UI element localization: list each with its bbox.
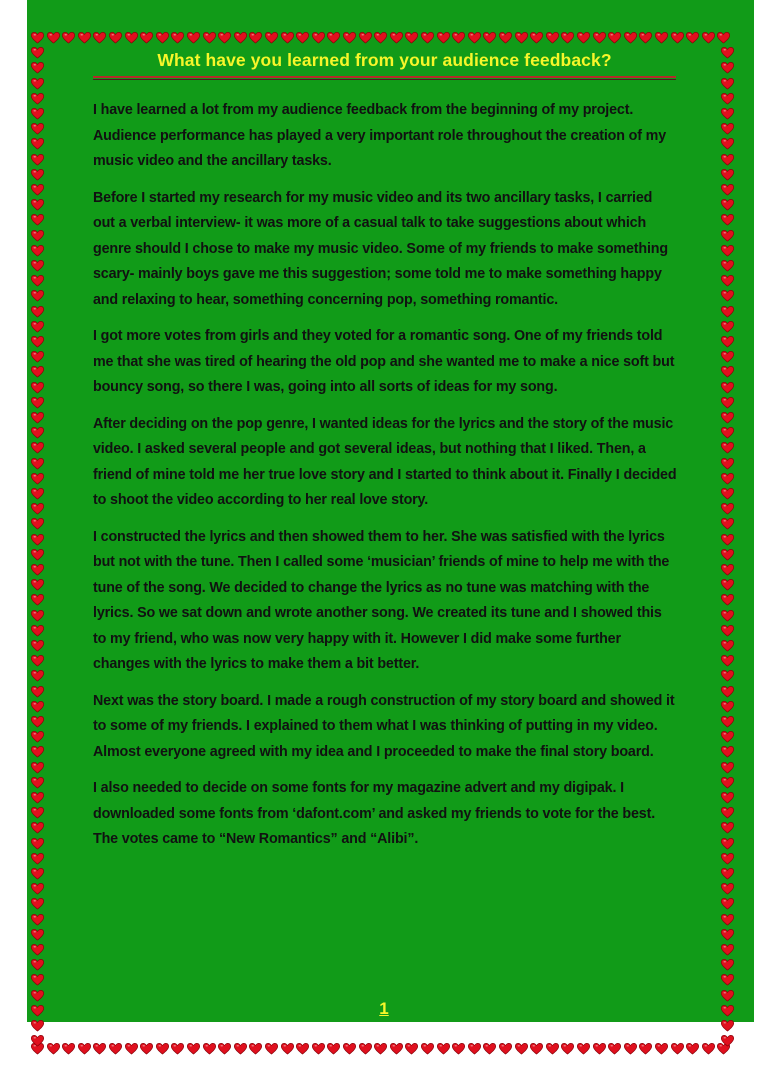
heart-icon bbox=[62, 1043, 75, 1055]
heart-icon bbox=[499, 1043, 512, 1055]
heart-icon bbox=[78, 1043, 91, 1055]
heart-icon bbox=[31, 1043, 44, 1055]
title-underline-shadow bbox=[93, 79, 676, 80]
heart-icon bbox=[187, 1043, 200, 1055]
heart-icon bbox=[47, 1043, 60, 1055]
heart-icon bbox=[390, 1043, 403, 1055]
paragraph: I have learned a lot from my audience feedback from the beginning of my project. Audience performance has played a very important role throughout the creation of my music video and the ancillary tasks. bbox=[93, 102, 667, 169]
heart-icon bbox=[721, 1035, 734, 1047]
paragraph: Before I started my research for my music video and its two ancillary tasks, I carried out a verbal interview- it was more of a casual talk to take suggestions about which genre should I chose to make my music video. Some of my friends to make something scary- mainly boys gave me this suggestion; some told me to make something happy and relaxing to hear, something concerning pop, something romantic. bbox=[93, 189, 668, 308]
heart-icon bbox=[577, 1043, 590, 1055]
heart-icon bbox=[686, 1043, 699, 1055]
heart-icon bbox=[374, 1043, 387, 1055]
paragraph: I also needed to decide on some fonts for my magazine advert and my digipak. I downloaded some fonts from ‘dafont.com’ and asked my friends to vote for the best. The votes came to “New Romantics” and “Alibi”. bbox=[93, 780, 656, 847]
heart-icon bbox=[296, 1043, 309, 1055]
heart-icon bbox=[624, 1043, 637, 1055]
heart-icon bbox=[327, 1043, 340, 1055]
heart-icon bbox=[717, 1043, 730, 1055]
heart-icon bbox=[468, 1043, 481, 1055]
heart-icon bbox=[265, 1043, 278, 1055]
paragraph: I got more votes from girls and they voted for a romantic song. One of my friends told me that she was tired of hearing the old pop and she wanted me to make a nice soft but bouncy song, so there I was, going into all sorts of ideas for my song. bbox=[93, 328, 675, 395]
heart-icon bbox=[218, 1043, 231, 1055]
title-underline bbox=[93, 76, 676, 78]
heart-icon bbox=[561, 1043, 574, 1055]
heart-icon bbox=[31, 1035, 44, 1047]
heart-icon bbox=[140, 1043, 153, 1055]
heart-icon bbox=[109, 1043, 122, 1055]
document-body bbox=[93, 98, 677, 864]
heart-icon bbox=[483, 1043, 496, 1055]
paragraph: Next was the story board. I made a rough construction of my story board and showed it to some of my friends. I explained to them what I was thinking of putting in my video. Almost everyone agreed with my idea and I proceeded to make the final story board. bbox=[93, 692, 675, 760]
heart-icon bbox=[452, 1043, 465, 1055]
heart-icon bbox=[343, 1043, 356, 1055]
heart-icon bbox=[421, 1043, 434, 1055]
page-title: What have you learned from your audience feedback? bbox=[157, 50, 612, 70]
heart-icon bbox=[546, 1043, 559, 1055]
heart-icon bbox=[249, 1043, 262, 1055]
heart-icon bbox=[671, 1043, 684, 1055]
heart-icon bbox=[171, 1043, 184, 1055]
heart-icon bbox=[655, 1043, 668, 1055]
heart-icon bbox=[156, 1043, 169, 1055]
heart-icon bbox=[312, 1043, 325, 1055]
heart-icon bbox=[515, 1043, 528, 1055]
heart-icon bbox=[281, 1043, 294, 1055]
heart-icon bbox=[359, 1043, 372, 1055]
heart-icon bbox=[405, 1043, 418, 1055]
heart-icon bbox=[639, 1043, 652, 1055]
heart-icon bbox=[593, 1043, 606, 1055]
heart-icon bbox=[203, 1043, 216, 1055]
paragraph: After deciding on the pop genre, I wanted ideas for the lyrics and the story of the music video. I asked several people and got several ideas, but nothing that I liked. Then, a friend of mine told me her true love story and I started to think about it. Finally I decided to shoot the video according to her real love story. bbox=[93, 415, 677, 508]
heart-icon bbox=[702, 1043, 715, 1055]
heart-icon bbox=[234, 1043, 247, 1055]
paragraph: I constructed the lyrics and then showed them to her. She was satisfied with the lyrics but not with the tune. Then I called some ‘musician’ friends of mine to help me with the tune of the song. We decided to change the lyrics as no tune was matching with the lyrics. So we sat down and wrote another song. We created its tune and I showed this to my friend, who was now very happy with it. However I did make some further changes with the lyrics to make them a bit better. bbox=[93, 528, 670, 672]
heart-icon bbox=[437, 1043, 450, 1055]
heart-icon bbox=[93, 1043, 106, 1055]
heart-icon bbox=[125, 1043, 138, 1055]
heart-icon bbox=[608, 1043, 621, 1055]
heart-icon bbox=[530, 1043, 543, 1055]
page-number: 1 bbox=[379, 999, 389, 1018]
